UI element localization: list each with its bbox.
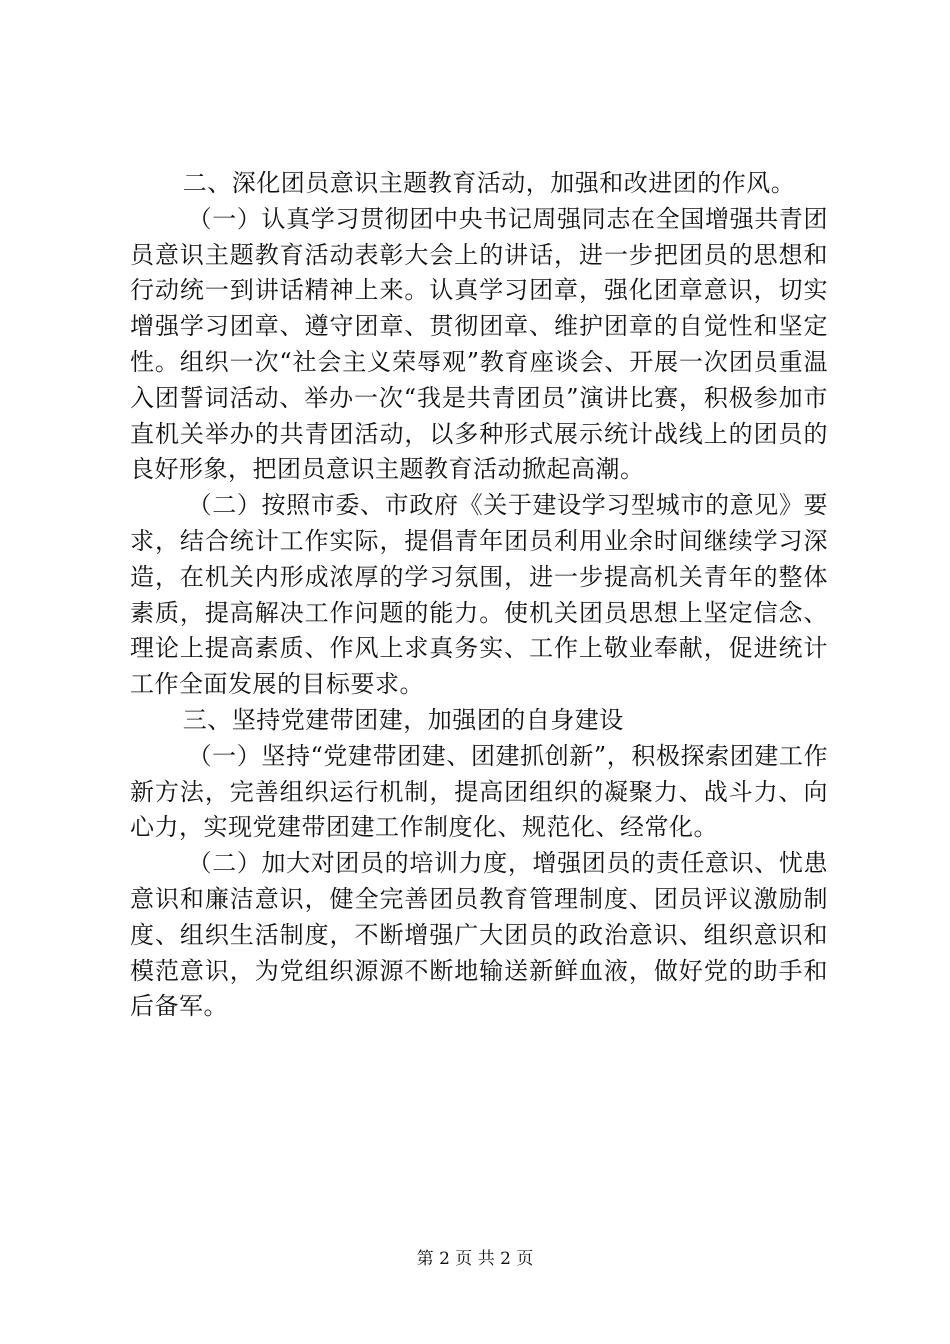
paragraph-3-2: （二）加大对团员的培训力度，增强团员的责任意识、忧患意识和廉洁意识，健全完善团员教育管理制度、团员评议激励制度、组织生活制度，不断增强广大团员的政治意识、组织意识和模范意识，为党组织源源不断地输送新鲜血液，做好党的助手和后备军。 xyxy=(130,849,828,1021)
paragraph-2-2: （二）按照市委、市政府《关于建设学习型城市的意见》要求，结合统计工作实际，提倡青年团员利用业余时间继续学习深造，在机关内形成浓厚的学习氛围，进一步提高机关青年的整体素质，提高解决工作问题的能力。使机关团员思想上坚定信念、理论上提高素质、作风上求真务实、工作上敬业奉献，促进统计工作全面发展的目标要求。 xyxy=(130,491,828,699)
page-footer: 第 2 页 共 2 页 xyxy=(416,1249,534,1269)
document-body xyxy=(130,166,828,1025)
section-heading-2: 二、深化团员意识主题教育活动，加强和改进团的作风。 xyxy=(182,169,796,197)
paragraph-2-1: （一）认真学习贯彻团中央书记周强同志在全国增强共青团员意识主题教育活动表彰大会上的讲话，进一步把团员的思想和行动统一到讲话精神上来。认真学习团章，强化团章意识，切实增强学习团章、遵守团章、贯彻团章、维护团章的自觉性和坚定性。组织一次“社会主义荣辱观”教育座谈会、开展一次团员重温入团誓词活动、举办一次“我是共青团员”演讲比赛，积极参加市直机关举办的共青团活动，以多种形式展示统计战线上的团员的良好形象，把团员意识主题教育活动掀起高潮。 xyxy=(130,204,828,484)
section-heading-3: 三、坚持党建带团建，加强团的自身建设 xyxy=(182,705,624,734)
paragraph-3-1: （一）坚持“党建带团建、团建抓创新”，积极探索团建工作新方法，完善组织运行机制，提高团组织的凝聚力、战斗力、向心力，实现党建带团建工作制度化、规范化、经常化。 xyxy=(130,741,828,842)
